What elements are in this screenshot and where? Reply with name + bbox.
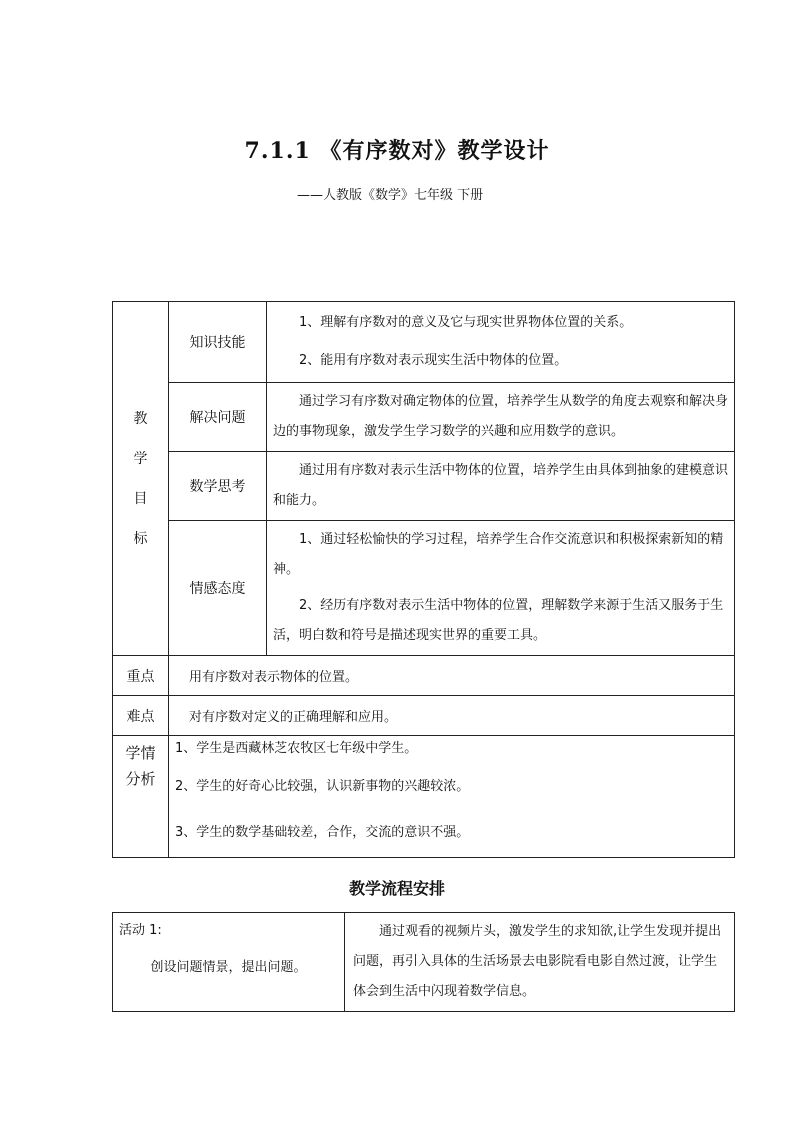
learner-analysis-item: 2、学生的好奇心比较强，认识新事物的兴趣较浓。	[175, 779, 470, 794]
objective-name: 情感态度	[169, 521, 267, 656]
flow-heading: 教学流程安排	[348, 879, 445, 898]
objectives-label-char: 教	[133, 410, 148, 427]
objectives-table	[112, 301, 735, 858]
learner-analysis-item: 1、学生是西藏林芝农牧区七年级中学生。	[175, 741, 418, 756]
objective-name: 解决问题	[169, 383, 267, 452]
document-title: 7.1.1 《有序数对》教学设计	[244, 138, 550, 164]
activity-label	[113, 913, 345, 1012]
key-point-text: 用有序数对表示物体的位置。	[169, 656, 735, 696]
objectives-label-char: 学	[133, 450, 148, 467]
difficulty-row	[113, 696, 735, 736]
objective-name: 数学思考	[169, 452, 267, 521]
key-point-label: 重点	[113, 656, 169, 696]
activity-subtitle: 创设问题情景，提出问题。	[150, 960, 307, 975]
learner-analysis-label-line: 学情	[125, 744, 156, 762]
activity-row	[113, 913, 735, 1012]
objectives-label-char: 目	[133, 490, 148, 507]
objective-name: 知识技能	[169, 302, 267, 383]
key-point-row	[113, 656, 735, 696]
learner-analysis-item: 3、学生的数学基础较差，合作，交流的意识不强。	[175, 825, 470, 840]
document-subtitle: ——人教版《数学》七年级 下册	[297, 188, 484, 203]
objective-row	[113, 521, 735, 656]
objective-content	[267, 521, 735, 656]
objective-content	[267, 452, 735, 521]
activity-description-text: 通过观看的视频片头，激发学生的求知欲,让学生发现并提出问题，再引入具体的生活场景去电影院看电影自然过渡，让学生体会到生活中闪现着数学信息。	[353, 924, 722, 999]
objectives-label	[113, 302, 169, 656]
difficulty-text: 对有序数对定义的正确理解和应用。	[169, 696, 735, 736]
learner-analysis-row	[113, 736, 735, 858]
learner-analysis-label	[113, 736, 169, 858]
learner-analysis-content	[169, 736, 735, 858]
activity-title: 活动 1:	[119, 923, 162, 938]
objective-paragraph: 1、通过轻松愉快的学习过程，培养学生合作交流意识和积极探索新知的精神。	[273, 532, 724, 577]
objective-paragraph: 2、经历有序数对表示生活中物体的位置，理解数学来源于生活又服务于生活，明白数和符号是描述现实世界的重要工具。	[273, 598, 724, 643]
objective-paragraph: 通过学习有序数对确定物体的位置，培养学生从数学的角度去观察和解决身边的事物现象，激发学生学习数学的兴趣和应用数学的意识。	[273, 394, 729, 439]
objective-row	[113, 452, 735, 521]
difficulty-label: 难点	[113, 696, 169, 736]
learner-analysis-label-line: 分析	[125, 770, 156, 788]
objectives-label-char: 标	[133, 530, 148, 547]
activity-description	[345, 913, 735, 1012]
objective-row	[113, 383, 735, 452]
objective-paragraph: 1、理解有序数对的意义及它与现实世界物体位置的关系。	[299, 315, 633, 330]
objective-content	[267, 383, 735, 452]
objective-content	[267, 302, 735, 383]
flow-table	[112, 912, 735, 1012]
objective-row	[113, 302, 735, 383]
objective-paragraph: 通过用有序数对表示生活中物体的位置，培养学生由具体到抽象的建模意识和能力。	[273, 463, 729, 508]
objective-paragraph: 2、能用有序数对表示现实生活中物体的位置。	[299, 353, 568, 368]
